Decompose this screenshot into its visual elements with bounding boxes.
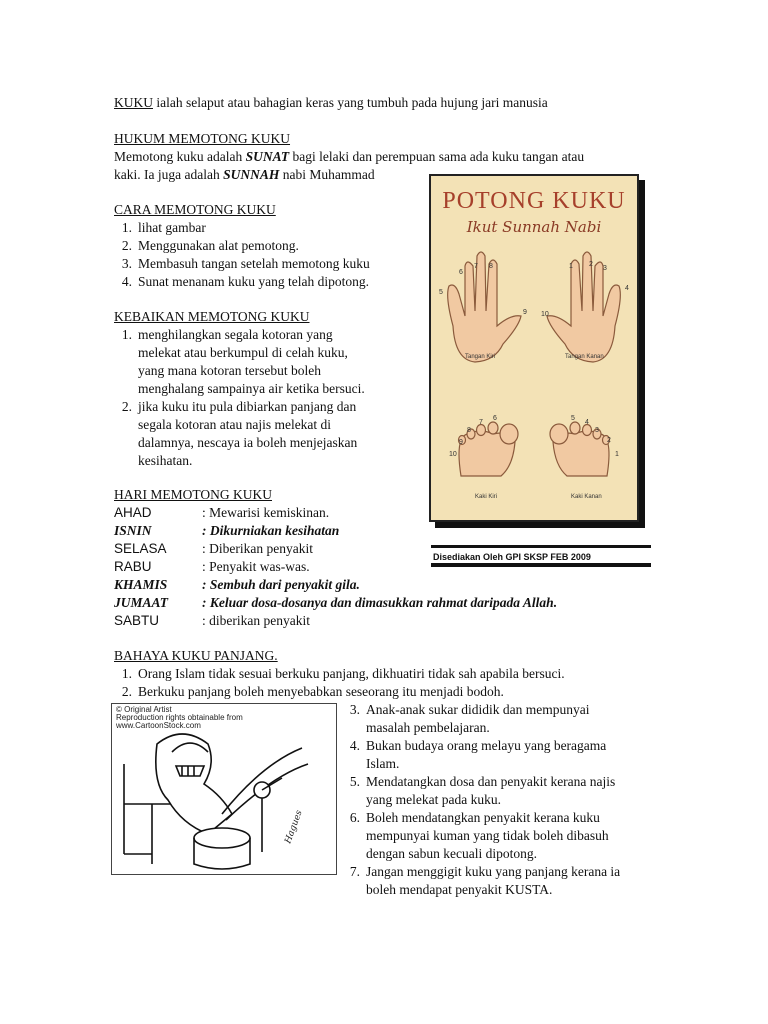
toe-number: 1 — [615, 451, 619, 458]
finger-number: 6 — [459, 269, 463, 276]
day-value: : Diberikan penyakit — [202, 541, 313, 556]
right-hand-caption: Tangan Kanan — [565, 354, 604, 360]
list-text: Islam. — [366, 756, 400, 771]
list-text: Boleh mendatangkan penyakit kerana kuku — [366, 810, 600, 825]
list-number: 2. — [121, 399, 132, 414]
toe-number: 2 — [607, 437, 611, 444]
right-foot-caption: Kaki Kanan — [571, 494, 602, 500]
list-item — [114, 665, 674, 683]
day-value: : Mewarisi kemiskinan. — [202, 505, 330, 520]
list-text: lihat gambar — [138, 220, 206, 235]
toe-number: 5 — [571, 415, 575, 422]
bahaya-heading: BAHAYA KUKU PANJANG. — [114, 648, 278, 663]
kebaikan-list — [114, 326, 424, 470]
toe-number: 10 — [449, 451, 457, 458]
toe-number: 7 — [479, 419, 483, 426]
day-name: ISNIN — [114, 523, 152, 538]
list-text: Sunat menanam kuku yang telah dipotong. — [138, 274, 369, 289]
credit-line: www.CartoonStock.com — [116, 721, 201, 730]
finger-number: 1 — [569, 263, 573, 270]
intro-line — [114, 94, 548, 112]
list-text: Jangan menggigit kuku yang panjang kerana ia — [366, 864, 621, 879]
list-number: 2. — [121, 684, 132, 699]
artist-signature: Hagues — [283, 808, 305, 846]
list-item — [114, 237, 424, 255]
list-text: Anak-anak sukar dididik dan mempunyai — [366, 702, 590, 717]
hukum-text: kaki. Ia juga adalah — [114, 167, 224, 182]
list-text: segala kotoran atau najis melekat di — [138, 417, 332, 432]
potong-kuku-poster — [429, 174, 639, 522]
list-item — [114, 219, 424, 237]
hukum-text: Memotong kuku adalah — [114, 149, 246, 164]
finger-number: 2 — [589, 261, 593, 268]
credit-line: Reproduction rights obtainable from — [116, 713, 243, 722]
finger-number: 8 — [489, 263, 493, 270]
list-number: 6. — [349, 810, 360, 825]
list-item — [114, 273, 424, 291]
cartoon-drawing — [112, 704, 336, 874]
list-text: masalah pembelajaran. — [366, 720, 490, 735]
hands-feet-illustration — [431, 176, 637, 520]
list-text: jika kuku itu pula dibiarkan panjang dan — [138, 399, 357, 414]
day-value: : Penyakit was-was. — [202, 559, 310, 574]
finger-number: 5 — [439, 289, 443, 296]
cartoon-image — [111, 703, 337, 875]
list-text: Berkuku panjang boleh menyebabkan seseorang itu menjadi bodoh. — [138, 684, 504, 699]
finger-number: 4 — [625, 285, 629, 292]
kuku-term: KUKU — [114, 95, 153, 110]
list-text: dalamnya, nescaya ia boleh menjejaskan — [138, 435, 358, 450]
toe-number: 3 — [595, 427, 599, 434]
left-foot-caption: Kaki Kiri — [475, 494, 498, 500]
toe-number: 9 — [459, 439, 463, 446]
list-number: 3. — [121, 256, 132, 271]
poster-title: POTONG KUKU — [442, 188, 626, 214]
day-row-jumaat — [114, 594, 674, 612]
list-item — [342, 863, 662, 899]
day-row-sabtu — [114, 612, 674, 630]
list-number: 3. — [349, 702, 360, 717]
hukum-text: nabi Muhammad — [279, 167, 375, 182]
sunat-emphasis: SUNAT — [245, 149, 290, 164]
finger-number: 10 — [541, 311, 549, 318]
finger-number: 7 — [474, 263, 478, 270]
hukum-line-1 — [114, 148, 584, 166]
finger-number: 9 — [523, 309, 527, 316]
day-name: AHAD — [114, 505, 152, 520]
day-name: SELASA — [114, 541, 167, 556]
list-item — [342, 809, 662, 863]
list-text: boleh mendapat penyakit KUSTA. — [366, 882, 553, 897]
hukum-heading: HUKUM MEMOTONG KUKU — [114, 131, 291, 146]
day-value: : diberikan penyakit — [202, 613, 310, 628]
list-text: yang melekat pada kuku. — [366, 792, 501, 807]
toe-number: 4 — [585, 419, 589, 426]
day-value: : Keluar dosa-dosanya dan dimasukkan rahmat daripada Allah. — [202, 595, 558, 610]
bahaya-list-side — [342, 701, 662, 899]
day-name: RABU — [114, 559, 152, 574]
list-number: 2. — [121, 238, 132, 253]
bahaya-list-top — [114, 665, 674, 701]
right-foot-illustration — [550, 422, 610, 476]
list-number: 4. — [349, 738, 360, 753]
day-row-khamis — [114, 576, 674, 594]
list-number: 1. — [121, 327, 132, 342]
credit-line: © Original Artist — [116, 705, 172, 714]
list-item — [114, 326, 424, 398]
list-text: Orang Islam tidak sesuai berkuku panjang, dikhuatiri tidak sah apabila bersuci. — [138, 666, 565, 681]
list-text: Bukan budaya orang melayu yang beragama — [366, 738, 607, 753]
intro-text: ialah selaput atau bahagian keras yang tumbuh pada hujung jari manusia — [153, 95, 548, 110]
day-value: : Dikurniakan kesihatan — [202, 523, 340, 538]
left-hand-caption: Tangan Kiri — [465, 354, 496, 360]
hukum-text: bagi lelaki dan perempuan sama ada kuku tangan atau — [289, 149, 585, 164]
kebaikan-heading: KEBAIKAN MEMOTONG KUKU — [114, 309, 310, 324]
list-text: kesihatan. — [138, 453, 193, 468]
day-value: : Sembuh dari penyakit gila. — [202, 577, 360, 592]
list-number: 1. — [121, 666, 132, 681]
list-text: mempunyai kuman yang tidak boleh dibasuh — [366, 828, 609, 843]
cara-heading: CARA MEMOTONG KUKU — [114, 202, 276, 217]
day-name: SABTU — [114, 613, 160, 628]
list-text: dengan sabun kecuali dipotong. — [366, 846, 537, 861]
list-number: 7. — [349, 864, 360, 879]
hari-heading: HARI MEMOTONG KUKU — [114, 487, 272, 502]
list-text: Menggunakan alat pemotong. — [138, 238, 299, 253]
day-row-isnin — [114, 522, 674, 540]
list-text: Membasuh tangan setelah memotong kuku — [138, 256, 370, 271]
cara-list — [114, 219, 424, 291]
hukum-line-2 — [114, 166, 375, 184]
list-text: Mendatangkan dosa dan penyakit kerana najis — [366, 774, 616, 789]
list-text: menghalang sampainya air ketika bersuci. — [138, 381, 365, 396]
list-item — [342, 701, 662, 737]
list-number: 4. — [121, 274, 132, 289]
toe-number: 8 — [467, 427, 471, 434]
cartoon-linework — [124, 734, 308, 869]
poster-subtitle: Ikut Sunnah Nabi — [466, 218, 602, 236]
list-item — [342, 773, 662, 809]
sunnah-emphasis: SUNNAH — [223, 167, 280, 182]
list-text: yang mana kotoran tersebut boleh — [138, 363, 321, 378]
list-item — [114, 398, 424, 470]
day-name: JUMAAT — [114, 595, 169, 610]
list-number: 5. — [349, 774, 360, 789]
list-item — [114, 255, 424, 273]
list-item — [342, 737, 662, 773]
credit-bar: Disediakan Oleh GPI SKSP FEB 2009 — [431, 545, 651, 567]
list-text: melekat atau berkumpul di celah kuku, — [138, 345, 348, 360]
list-number: 1. — [121, 220, 132, 235]
day-name: KHAMIS — [114, 577, 168, 592]
toe-number: 6 — [493, 415, 497, 422]
list-text: menghilangkan segala kotoran yang — [138, 327, 333, 342]
finger-number: 3 — [603, 265, 607, 272]
list-item — [114, 683, 674, 701]
right-hand-illustration — [547, 252, 620, 362]
